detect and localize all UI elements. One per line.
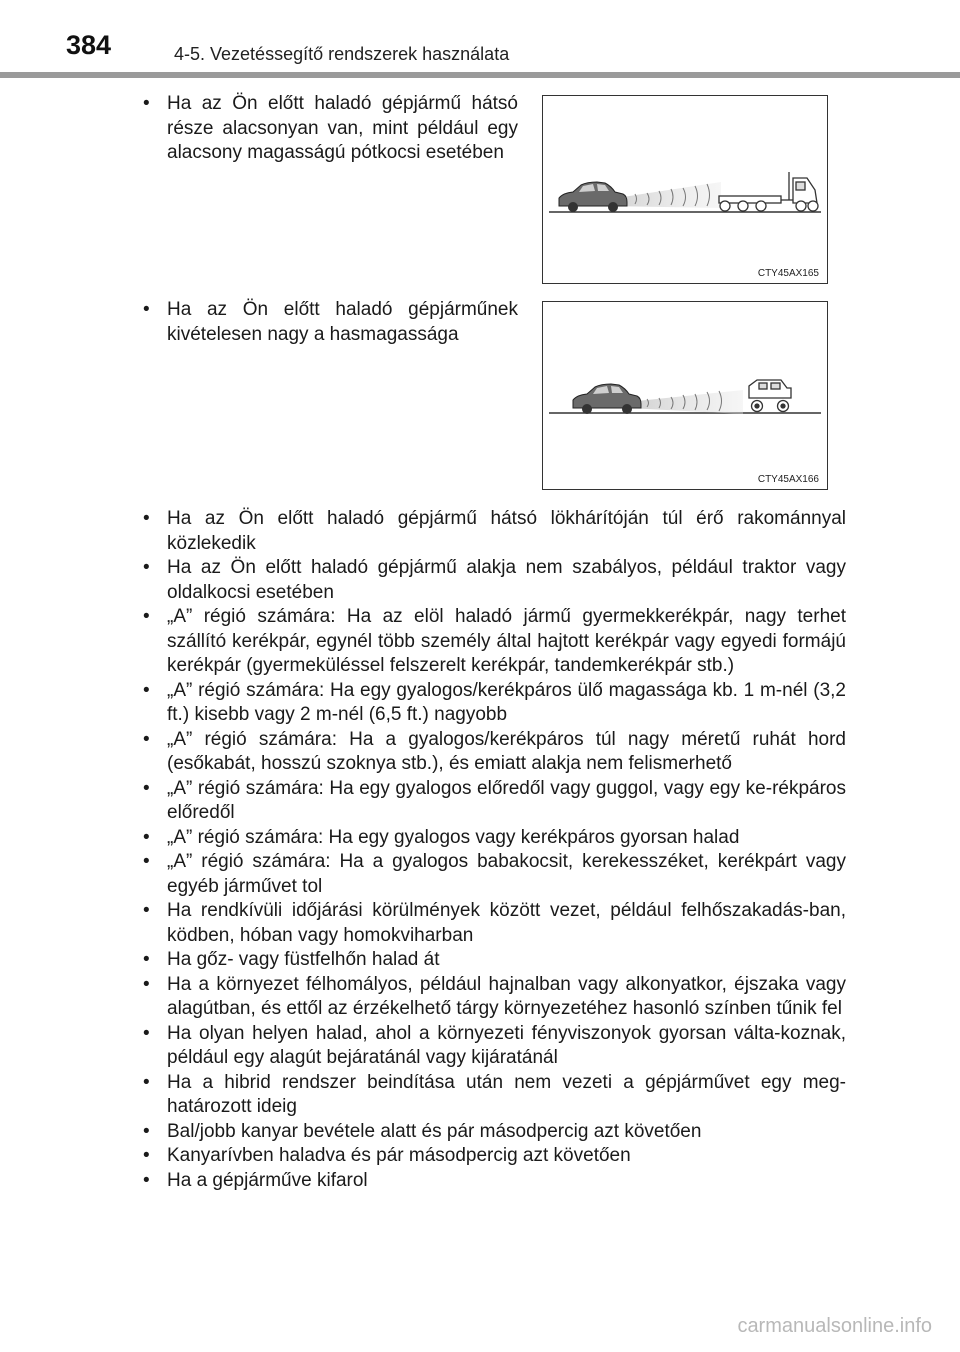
chapter-title: 4-5. Vezetéssegítő rendszerek használata [174, 44, 510, 64]
list-item: • „A” régió számára: Ha a gyalogos babakocsit, kerekesszéket, kerékpárt vagy egyéb járművet tol [143, 850, 846, 899]
figure-high-clearance [542, 301, 828, 490]
list-item: • „A” régió számára: Ha egy gyalogos előredől vagy guggol, vagy egy ke-rékpáros előredől [143, 777, 846, 826]
bullet-list [143, 507, 846, 1193]
list-item: • Bal/jobb kanyar bevétele alatt és pár másodpercig azt követően [143, 1120, 846, 1145]
header-rule [0, 72, 960, 78]
list-item: • Ha a környezet félhomályos, például hajnalban vagy alkonyatkor, éjszaka vagy alagútban, és ettől az érzékelhető tárgy környezetéhez hasonló színben tűnik fel [143, 973, 846, 1022]
car-icon [573, 384, 641, 414]
list-item: • „A” régió számára: Ha egy gyalogos/kerékpáros ülő magassága kb. 1 m-nél (3,2 ft.) kisebb vagy 2 m-nél (6,5 ft.) nagyobb [143, 679, 846, 728]
list-item: • Ha az Ön előtt haladó gépjármű alakja nem szabályos, például traktor vagy oldalkocsi esetében [143, 556, 846, 605]
list-item: • „A” régió számára: Ha a gyalogos/kerékpáros túl nagy méretű ruhát hord (esőkabát, hosszú szoknya stb.), és emiatt alakja nem felismerhető [143, 728, 846, 777]
bullet-low-rear-vehicle: • Ha az Ön előtt haladó gépjármű hátsó része alacsonyan van, mint például egy alacsony magasságú pótkocsi esetében [143, 92, 518, 166]
list-item: • „A” régió számára: Ha egy gyalogos vagy kerékpáros gyorsan halad [143, 826, 846, 851]
list-item: • „A” régió számára: Ha az elöl haladó jármű gyermekkerékpár, nagy terhet szállító kerékpár, egynél több személy által hajtott kerékpár vagy egyedi formájú kerékpár (gyermeküléssel felszerelt kerékpár, tandemkerékpár stb.) [143, 605, 846, 679]
suv-icon [749, 380, 791, 412]
low-trailer-illustration [543, 96, 826, 282]
list-item: • Ha rendkívüli időjárási körülmények között vezet, például felhőszakadás-ban, ködben, hóban vagy homokviharban [143, 899, 846, 948]
list-item: • Ha az Ön előtt haladó gépjármű hátsó lökhárítóján túl érő rakománnyal közlekedik [143, 507, 846, 556]
list-item: • Ha gőz- vagy füstfelhőn halad át [143, 948, 846, 973]
figure-code: CTY45AX166 [757, 474, 819, 485]
high-clearance-illustration [543, 302, 826, 488]
page-number: 384 [66, 30, 112, 60]
page-header [0, 0, 960, 80]
truck-icon [789, 172, 818, 211]
list-item: • Ha a hibrid rendszer beindítása után nem vezeti a gépjárművet egy meg-határozott ideig [143, 1071, 846, 1120]
watermark: carmanualsonline.info [737, 1315, 932, 1337]
figure-low-trailer [542, 95, 828, 284]
figure-code: CTY45AX165 [757, 268, 819, 279]
car-icon [559, 182, 627, 212]
trailer-icon [719, 196, 793, 211]
list-item: • Ha olyan helyen halad, ahol a környezeti fényviszonyok gyorsan válta-koznak, például egy alagút bejáratánál vagy kijáratánál [143, 1022, 846, 1071]
list-item: • Ha a gépjárműve kifarol [143, 1169, 846, 1194]
list-item: • Kanyarívben haladva és pár másodpercig azt követően [143, 1144, 846, 1169]
bullet-high-ground-clearance: • Ha az Ön előtt haladó gépjárműnek kivételesen nagy a hasmagassága [143, 298, 518, 347]
